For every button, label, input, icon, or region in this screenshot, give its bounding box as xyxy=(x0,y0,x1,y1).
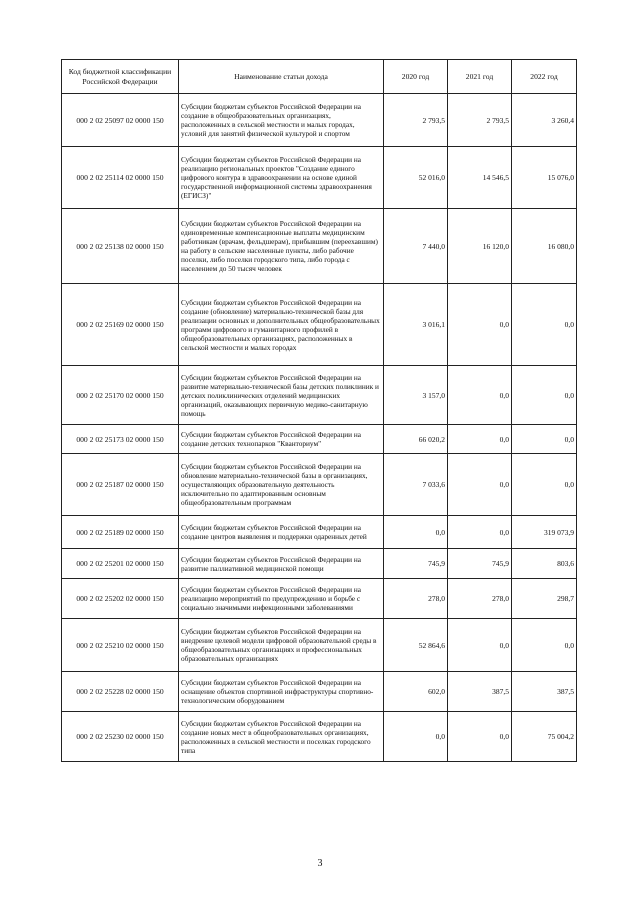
row-value-2021: 387,5 xyxy=(448,672,512,712)
row-name: Субсидии бюджетам субъектов Российской Федерации на оснащение объектов спортивной инфраструктуры спортивно-технологическим оборудованием xyxy=(179,672,384,712)
row-code: 000 2 02 25230 02 0000 150 xyxy=(62,712,179,762)
header-2022: 2022 год xyxy=(512,60,577,94)
row-name: Субсидии бюджетам субъектов Российской Федерации на развитие паллиативной медицинской помощи xyxy=(179,549,384,579)
table-body xyxy=(62,94,577,762)
row-value-2022: 803,6 xyxy=(512,549,577,579)
row-code: 000 2 02 25138 02 0000 150 xyxy=(62,209,179,284)
row-code: 000 2 02 25169 02 0000 150 xyxy=(62,284,179,366)
row-value-2020: 3 157,0 xyxy=(384,366,448,425)
row-value-2020: 0,0 xyxy=(384,712,448,762)
table-row xyxy=(62,425,577,454)
row-code: 000 2 02 25201 02 0000 150 xyxy=(62,549,179,579)
row-name: Субсидии бюджетам субъектов Российской Федерации на создание новых мест в общеобразовательных организациях, расположенных в сельской местности и поселках городского типа xyxy=(179,712,384,762)
row-value-2022: 0,0 xyxy=(512,366,577,425)
row-value-2022: 0,0 xyxy=(512,454,577,516)
table-row xyxy=(62,516,577,549)
page-number: 3 xyxy=(317,858,323,869)
row-name: Субсидии бюджетам субъектов Российской Федерации на создание центров выявления и поддержки одаренных детей xyxy=(179,516,384,549)
row-code: 000 2 02 25173 02 0000 150 xyxy=(62,425,179,454)
row-value-2022: 0,0 xyxy=(512,425,577,454)
row-value-2020: 52 016,0 xyxy=(384,147,448,209)
table-row xyxy=(62,619,577,672)
row-value-2022: 298,7 xyxy=(512,579,577,619)
row-value-2022: 0,0 xyxy=(512,619,577,672)
row-value-2021: 745,9 xyxy=(448,549,512,579)
row-name: Субсидии бюджетам субъектов Российской Федерации на развитие материально-технической базы детских поликлиник и детских поликлинических отделений медицинских организаций, оказывающих первичную медико-санитарную помощь xyxy=(179,366,384,425)
table-row xyxy=(62,209,577,284)
row-value-2022: 3 260,4 xyxy=(512,94,577,147)
row-value-2020: 52 864,6 xyxy=(384,619,448,672)
row-code: 000 2 02 25202 02 0000 150 xyxy=(62,579,179,619)
table-row xyxy=(62,672,577,712)
row-value-2022: 0,0 xyxy=(512,284,577,366)
table-row xyxy=(62,712,577,762)
table-row xyxy=(62,549,577,579)
row-value-2020: 602,0 xyxy=(384,672,448,712)
row-value-2020: 745,9 xyxy=(384,549,448,579)
row-value-2021: 0,0 xyxy=(448,425,512,454)
row-code: 000 2 02 25189 02 0000 150 xyxy=(62,516,179,549)
header-2021: 2021 год xyxy=(448,60,512,94)
row-code: 000 2 02 25228 02 0000 150 xyxy=(62,672,179,712)
row-name: Субсидии бюджетам субъектов Российской Федерации на создание (обновление) материально-технической базы для реализации основных и дополнительных общеобразовательных программ цифрового и гуманитарного профилей в общеобразовательных организациях, расположенных в сельской местности и малых городах xyxy=(179,284,384,366)
row-value-2021: 0,0 xyxy=(448,712,512,762)
budget-income-table xyxy=(61,59,577,762)
row-name: Субсидии бюджетам субъектов Российской Федерации на единовременные компенсационные выплаты медицинским работникам (врачам, фельдшерам), прибывшим (переехавшим) на работу в сельские населенные пункты, либо рабочие поселки, либо поселки городского типа, либо города с населением до 50 тысяч человек xyxy=(179,209,384,284)
row-code: 000 2 02 25170 02 0000 150 xyxy=(62,366,179,425)
table-header-row xyxy=(62,60,577,94)
row-value-2020: 7 440,0 xyxy=(384,209,448,284)
table-row xyxy=(62,94,577,147)
row-value-2021: 2 793,5 xyxy=(448,94,512,147)
row-name: Субсидии бюджетам субъектов Российской Федерации на создание в общеобразовательных организациях, расположенных в сельской местности и малых городах, условий для занятий физической культурой и спортом xyxy=(179,94,384,147)
row-name: Субсидии бюджетам субъектов Российской Федерации на внедрение целевой модели цифровой образовательной среды в общеобразовательных организациях и профессиональных образовательных организациях xyxy=(179,619,384,672)
row-code: 000 2 02 25114 02 0000 150 xyxy=(62,147,179,209)
row-value-2021: 0,0 xyxy=(448,516,512,549)
row-value-2022: 16 080,0 xyxy=(512,209,577,284)
row-value-2021: 0,0 xyxy=(448,284,512,366)
row-value-2021: 0,0 xyxy=(448,454,512,516)
row-value-2020: 3 016,1 xyxy=(384,284,448,366)
row-value-2020: 2 793,5 xyxy=(384,94,448,147)
row-value-2020: 7 033,6 xyxy=(384,454,448,516)
table-row xyxy=(62,284,577,366)
header-code: Код бюджетной классификации Российской Федерации xyxy=(62,60,179,94)
row-value-2021: 14 546,5 xyxy=(448,147,512,209)
header-name: Наименование статьи дохода xyxy=(179,60,384,94)
table-row xyxy=(62,147,577,209)
table-row xyxy=(62,579,577,619)
row-name: Субсидии бюджетам субъектов Российской Федерации на создание детских технопарков "Кванториум" xyxy=(179,425,384,454)
row-value-2021: 16 120,0 xyxy=(448,209,512,284)
row-value-2020: 278,0 xyxy=(384,579,448,619)
row-value-2022: 387,5 xyxy=(512,672,577,712)
row-value-2022: 319 073,9 xyxy=(512,516,577,549)
row-value-2021: 0,0 xyxy=(448,619,512,672)
row-code: 000 2 02 25187 02 0000 150 xyxy=(62,454,179,516)
header-2020: 2020 год xyxy=(384,60,448,94)
row-code: 000 2 02 25097 02 0000 150 xyxy=(62,94,179,147)
row-name: Субсидии бюджетам субъектов Российской Федерации на реализацию мероприятий по предупреждению и борьбе с социально значимыми инфекционными заболеваниями xyxy=(179,579,384,619)
table-row xyxy=(62,366,577,425)
row-value-2021: 278,0 xyxy=(448,579,512,619)
table-row xyxy=(62,454,577,516)
row-value-2020: 0,0 xyxy=(384,516,448,549)
row-value-2022: 15 076,0 xyxy=(512,147,577,209)
row-value-2021: 0,0 xyxy=(448,366,512,425)
row-value-2022: 75 004,2 xyxy=(512,712,577,762)
row-name: Субсидии бюджетам субъектов Российской Федерации на реализацию региональных проектов "Создание единого цифрового контура в здравоохранении на основе единой государственной информационной системы здравоохранения (ЕГИСЗ)" xyxy=(179,147,384,209)
row-code: 000 2 02 25210 02 0000 150 xyxy=(62,619,179,672)
row-name: Субсидии бюджетам субъектов Российской Федерации на обновление материально-технической базы в организациях, осуществляющих образовательную деятельность исключительно по адаптированным основным общеобразовательным программам xyxy=(179,454,384,516)
row-value-2020: 66 020,2 xyxy=(384,425,448,454)
